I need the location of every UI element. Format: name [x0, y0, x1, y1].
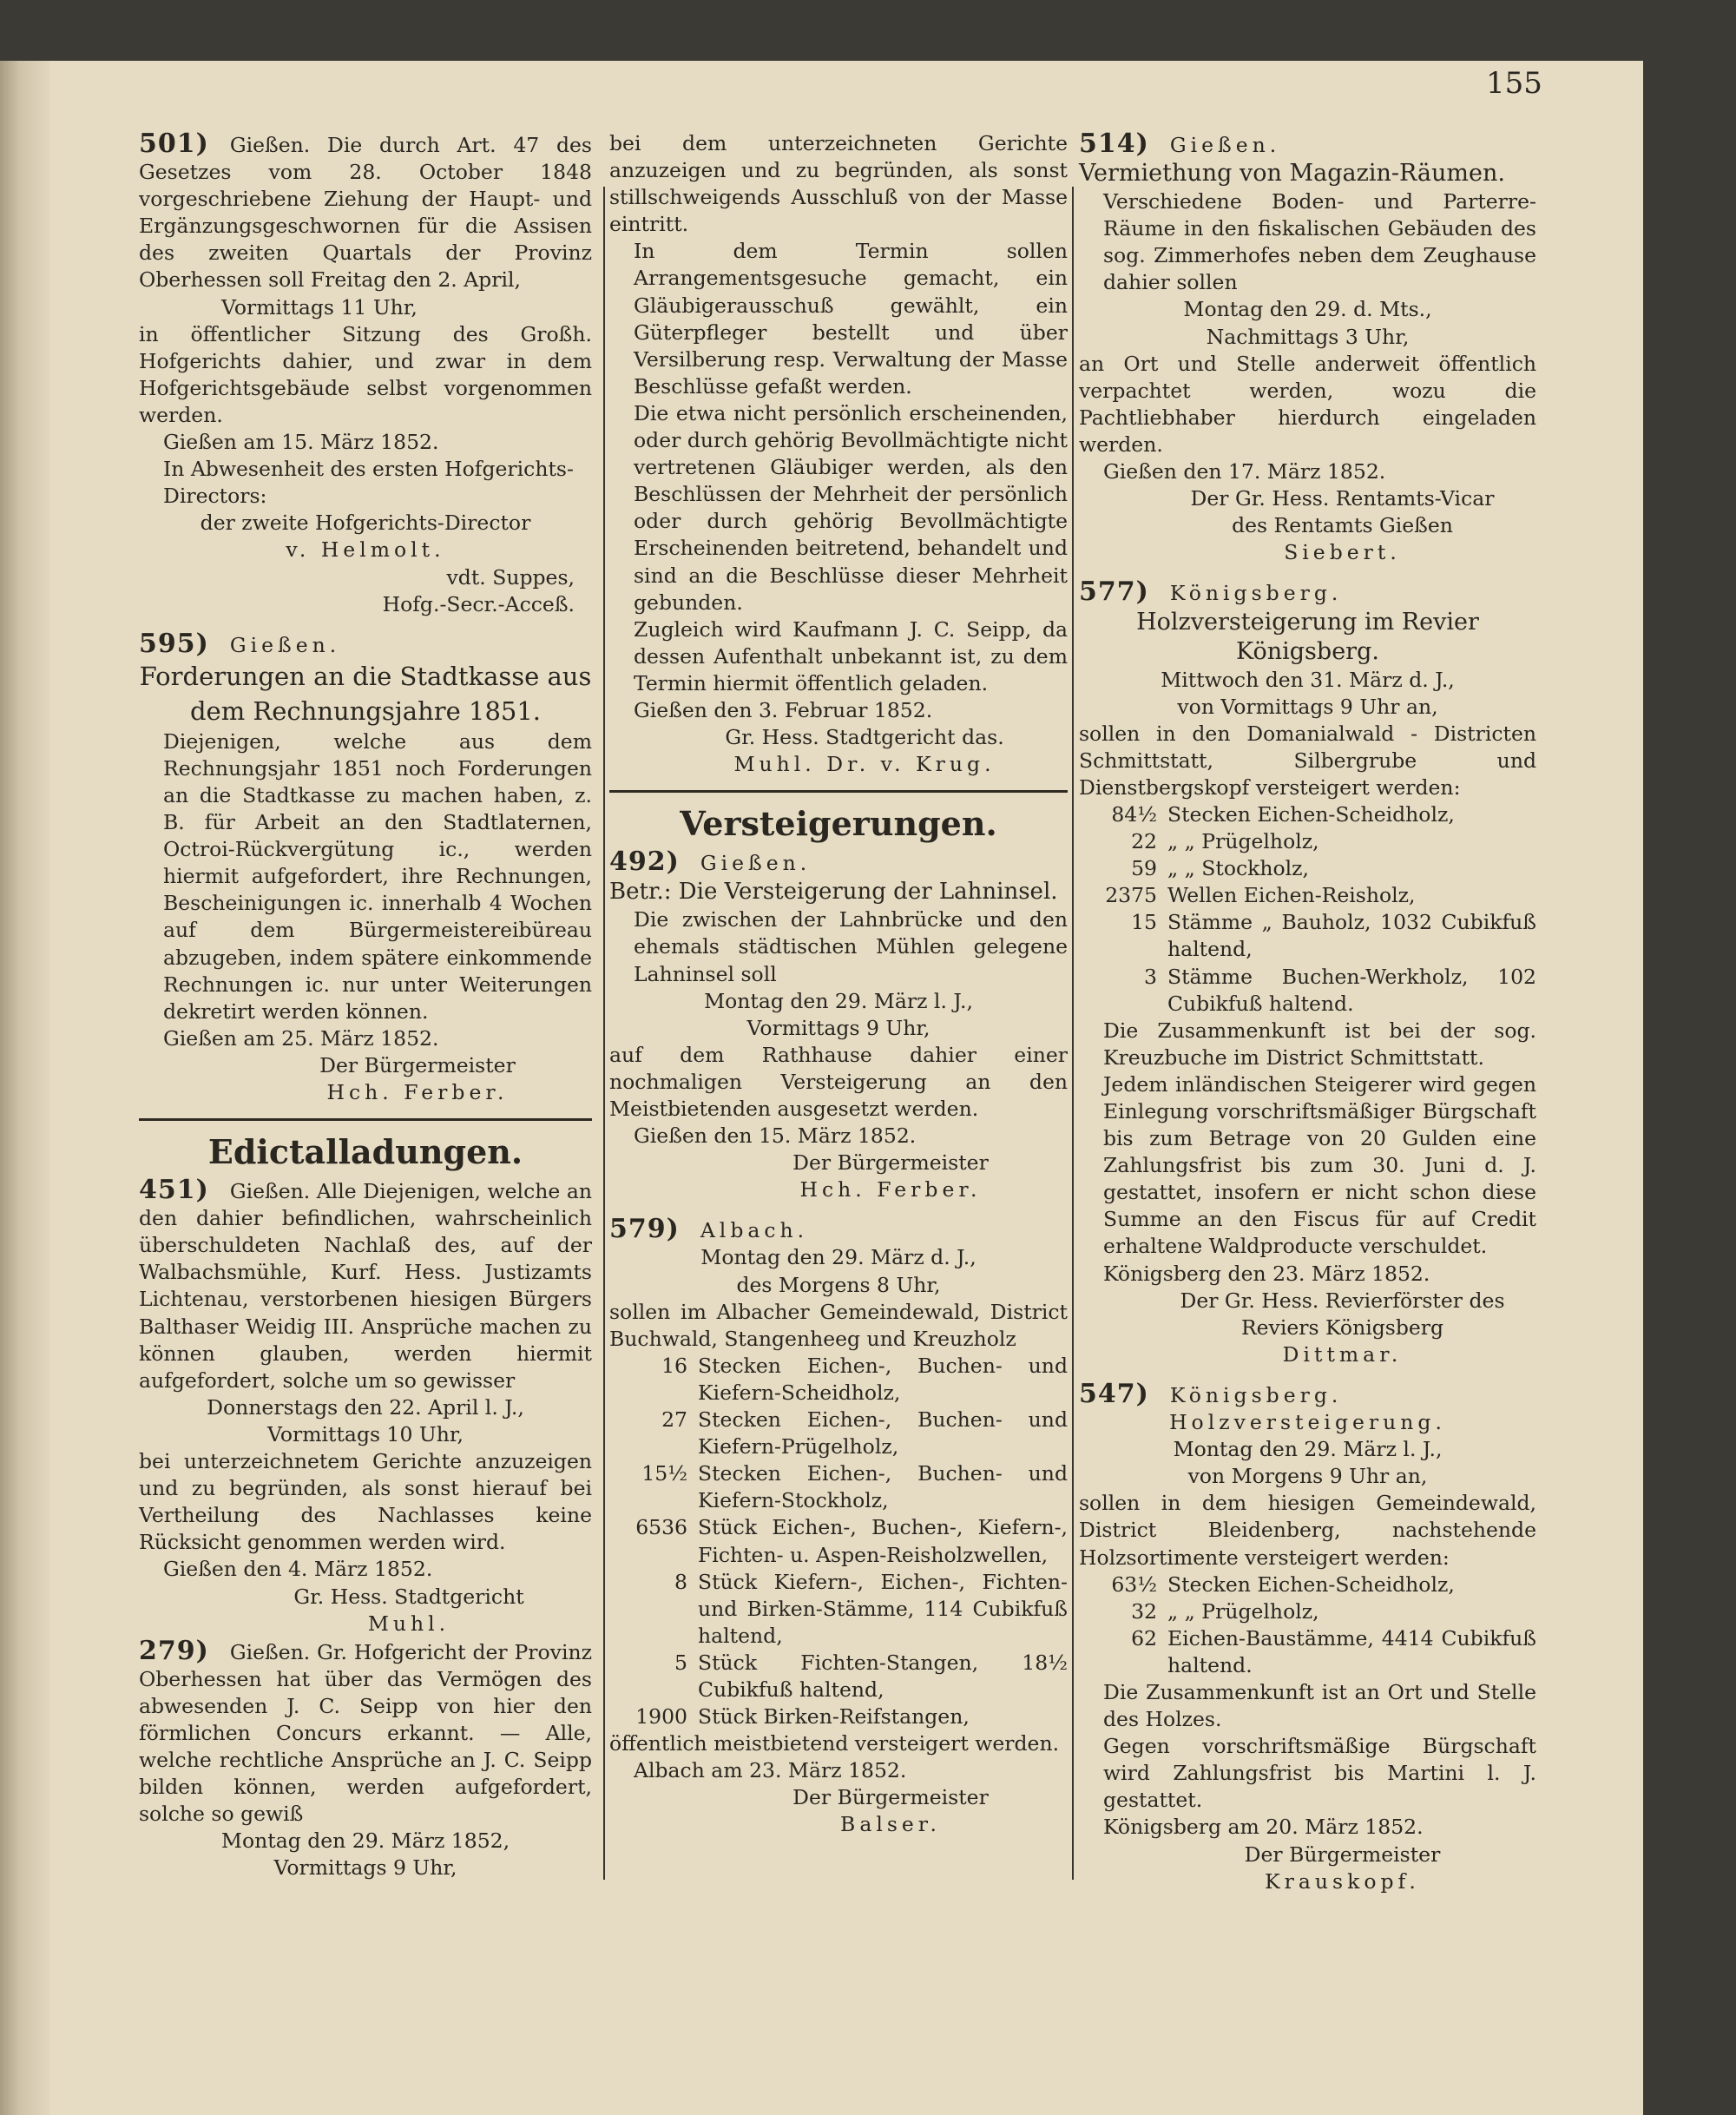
entry-547-title: Holzversteigerung. [1169, 1410, 1446, 1435]
entry-547-item: 62 Eichen-Baustämme, 4414 Cubikfuß haltend. [1131, 1625, 1536, 1677]
entry-501-sig-title: der zweite Hofgerichts-Director [200, 511, 531, 536]
entry-579-date: Albach am 23. März 1852. [634, 1758, 907, 1783]
entry-595-sig1: Der Bürgermeister [319, 1052, 516, 1077]
entry-279-continued: bei dem unterzeichneten Gerichte anzuzeigen und zu begründen, als sonst stillschweigends Ausschluß von der Masse eintritt. [609, 131, 1068, 237]
entry-579-sig1: Der Bürgermeister [792, 1785, 989, 1810]
entry-number: 547) [1079, 1378, 1149, 1409]
entry-579-body2: öffentlich meistbietend versteigert werden. [609, 1731, 1060, 1756]
entry-579-item: 27 Stecken Eichen-, Buchen- und Kiefern-Prügelholz, [661, 1407, 1068, 1459]
entry-595-sig2: Hch. Ferber. [326, 1080, 509, 1104]
entry-547-time: von Morgens 9 Uhr an, [1187, 1464, 1428, 1489]
entry-514-time: Nachmittags 3 Uhr, [1206, 324, 1410, 349]
entry-501-sig-name: v. Helmolt. [286, 537, 445, 563]
entry-279-sig2: Muhl. Dr. v. Krug. [733, 752, 996, 777]
entry-577-sig3: Dittmar. [1282, 1341, 1403, 1367]
entry-595-body: Diejenigen, welche aus dem Rechnungsjahr 1851 noch Forderungen an die Stadtkasse zu machen haben, z. B. für Arbeit an den Stadtlaternen, Octroi-Rückvergütung ic., werden hiermit aufgefordert, ihre Rechnungen, Bescheinigungen ic. innerhalb 4 Wochen auf dem Bürgermeistereibüreau abzugeben, indem spätere einkommende Rechnungen ic. nur unter Weiterungen dekretirt werden können. [163, 728, 592, 1024]
entry-577-head: 577) Königsberg. [1079, 577, 1343, 608]
entry-451-sig2: Muhl. [367, 1611, 450, 1636]
entry-451-body2: bei unterzeichnetem Gerichte anzuzeigen und zu begründen, als sonst hierauf bei Vertheilung des Nachlasses keine Rücksicht genommen werden wird. [139, 1449, 592, 1555]
entry-579-body: sollen im Albacher Gemeindewald, District Buchwald, Stangenheeg und Kreuzholz [609, 1299, 1068, 1351]
entry-501-vdt-title: Hofg.-Secr.-Acceß. [382, 591, 575, 616]
entry-514-when: Montag den 29. d. Mts., [1183, 297, 1432, 322]
entry-579-item: 16 Stecken Eichen-, Buchen- und Kiefern-Scheidholz, [661, 1353, 1068, 1405]
entry-279-when: Montag den 29. März 1852, [220, 1828, 510, 1854]
entry-547-p3: Gegen vorschriftsmäßige Bürgschaft wird Zahlungsfrist bis Martini l. J. gestattet. [1103, 1734, 1536, 1813]
entry-595-title: Forderungen an die Stadtkasse aus dem Rechnungsjahre 1851. [139, 661, 592, 726]
entry-492-sig1: Der Bürgermeister [792, 1150, 989, 1176]
entry-595-date: Gießen am 25. März 1852. [163, 1025, 439, 1051]
entry-577-when: Mittwoch den 31. März d. J., [1161, 667, 1455, 692]
entry-514-sig2: des Rentamts Gießen [1232, 513, 1453, 538]
entry-501-time: Vormittags 11 Uhr, [221, 294, 418, 320]
entry-451-body: 451) Gießen. Alle Diejenigen, welche an den dahier befindlichen, wahrscheinlich überschuldeten Nachlaß des, auf der Walbachsmühle, Kurf. Hess. Justizamts Lichtenau, verstorbenen hiesigen Bürgers Balthaser Weidig III. Ansprüche machen zu können glauben, werden hiermit aufgefordert, solche um so gewisser [139, 1175, 592, 1393]
entry-number: 501) [139, 128, 209, 159]
entry-514-sig1: Der Gr. Hess. Rentamts-Vicar [1190, 486, 1495, 511]
section-heading-edictal: Edictalladungen. [207, 1132, 523, 1172]
section-divider [609, 790, 1068, 793]
entry-number: 451) [139, 1175, 209, 1206]
entry-492-body2: auf dem Rathhause dahier einer nochmaligen Versteigerung an den Meistbietenden ausgesetzt werden. [609, 1042, 1068, 1121]
entry-577-sig1: Der Gr. Hess. Revierförster des [1180, 1288, 1505, 1313]
entry-514-title: Vermiethung von Magazin-Räumen. [1079, 160, 1505, 188]
entry-492-date: Gießen den 15. März 1852. [634, 1123, 917, 1149]
entry-547-body: sollen in dem hiesigen Gemeindewald, District Bleidenberg, nachstehende Holzsortimente versteigert werden: [1079, 1491, 1536, 1570]
entry-451-time: Vormittags 10 Uhr, [267, 1421, 464, 1446]
entry-501-date: Gießen am 15. März 1852. [163, 430, 439, 455]
entry-492-when: Montag den 29. März l. J., [704, 988, 973, 1013]
entry-547-when: Montag den 29. März l. J., [1173, 1437, 1443, 1462]
entry-577-body: sollen in den Domanialwald - Districten Schmittstatt, Silbergrube und Dienstbergskopf versteigert werden: [1079, 721, 1536, 800]
entry-501-sig-intro: In Abwesenheit des ersten Hofgerichts-Directors: [163, 457, 574, 509]
entry-577-time: von Vormittags 9 Uhr an, [1177, 694, 1438, 719]
entry-279-sig1: Gr. Hess. Stadtgericht das. [725, 725, 1004, 750]
entry-number: 579) [609, 1214, 680, 1245]
entry-279-time: Vormittags 9 Uhr, [273, 1855, 457, 1881]
entry-451-when: Donnerstags den 22. April l. J., [207, 1394, 524, 1420]
entry-279-p2: In dem Termin sollen Arrangementsgesuche gemacht, ein Gläubigerausschuß gewählt, ein Güterpfleger bestellt und über Versilberung resp. Verwaltung der Masse Beschlüsse gefaßt werden. [634, 239, 1068, 399]
entry-501-body: in öffentlicher Sitzung des Großh. Hofgerichts dahier, und zwar in dem Hofgerichtsgebäude selbst vorgenommen werden. [139, 321, 592, 427]
entry-547-sig1: Der Bürgermeister [1244, 1842, 1441, 1867]
entry-579-item: 8 Stück Kiefern-, Eichen-, Fichten- und Birken-Stämme, 114 Cubikfuß haltend, [674, 1569, 1068, 1648]
entry-577-item: 59 „ „ Stockholz, [1131, 856, 1310, 881]
entry-492-time: Vormittags 9 Uhr, [746, 1015, 930, 1040]
entry-577-p2: Die Zusammenkunft ist bei der sog. Kreuzbuche im District Schmittstatt. [1103, 1018, 1536, 1070]
entry-492-body: Die zwischen der Lahnbrücke und den ehemals städtischen Mühlen gelegene Lahninsel soll [634, 907, 1068, 986]
entry-514-body: Verschiedene Boden- und Parterre-Räume in den fiskalischen Gebäuden des sog. Zimmerhofes neben dem Zeughause dahier sollen [1103, 189, 1536, 295]
entry-579-item: 5 Stück Fichten-Stangen, 18½ Cubikfuß haltend, [674, 1650, 1068, 1702]
entry-279-p3: Die etwa nicht persönlich erscheinenden, oder durch gehörig Bevollmächtigte nicht vertretenen Gläubiger werden, als den Beschlüssen der Mehrheit der persönlich oder durch gehörig Bevollmächtigte Erscheinenden beitretend, behandelt und sind an die Beschlüsse dieser Mehrheit gebunden. [634, 400, 1068, 615]
entry-579-when: Montag den 29. März d. J., [700, 1245, 976, 1270]
entry-577-item: 22 „ „ Prügelholz, [1131, 829, 1319, 854]
entry-514-body2: an Ort und Stelle anderweit öffentlich verpachtet werden, wozu die Pachtliebhaber hierdurch eingeladen werden. [1079, 351, 1536, 457]
entry-579-item: 1900 Stück Birken-Reifstangen, [635, 1704, 970, 1730]
entry-579-item: 15½ Stecken Eichen-, Buchen- und Kiefern-Stockholz, [641, 1461, 1068, 1513]
entry-577-item: 84½ Stecken Eichen-Scheidholz, [1111, 801, 1455, 827]
entry-579-sig2: Balser. [840, 1812, 941, 1837]
entry-577-item: 3 Stämme Buchen-Werkholz, 102 Cubikfuß haltend. [1144, 964, 1536, 1016]
entry-547-sig2: Krauskopf. [1265, 1868, 1420, 1894]
entry-514-sig3: Siebert. [1284, 540, 1401, 565]
entry-514-head: 514) Gießen. [1079, 128, 1281, 159]
entry-577-date: Königsberg den 23. März 1852. [1103, 1261, 1430, 1286]
entry-492-sig2: Hch. Ferber. [799, 1177, 982, 1202]
entry-577-item: 15 Stämme „ Bauholz, 1032 Cubikfuß haltend, [1131, 910, 1536, 962]
entry-number: 279) [139, 1635, 209, 1666]
entry-577-item: 2375 Wellen Eichen-Reisholz, [1105, 883, 1416, 908]
entry-501-vdt: vdt. Suppes, [446, 564, 575, 590]
column-rule-right [1072, 187, 1074, 1880]
entry-577-sig2: Reviers Königsberg [1240, 1314, 1444, 1340]
entry-number: 492) [609, 847, 680, 878]
entry-579-time: des Morgens 8 Uhr, [736, 1272, 941, 1297]
column-2 [609, 130, 1068, 1839]
section-divider [139, 1118, 592, 1121]
entry-547-item: 63½ Stecken Eichen-Scheidholz, [1111, 1571, 1455, 1597]
entry-577-p3: Jedem inländischen Steigerer wird gegen Einlegung vorschriftsmäßiger Bürgschaft bis zum Betrage von 20 Gulden eine Zahlungsfrist bis zum 30. Juni d. J. gestattet, insofern er nicht schon diese Summe an den Fiscus für auf Credit erhaltene Waldproducte verschuldet. [1103, 1071, 1536, 1259]
column-3 [1079, 130, 1536, 1895]
entry-number: 577) [1079, 577, 1149, 608]
entry-279-body: 279) Gießen. Gr. Hofgericht der Provinz Oberhessen hat über das Vermögen des abwesenden J. C. Seipp von hier den förmlichen Concurs erkannt. — Alle, welche rechtliche Ansprüche an J. C. Seipp bilden können, werden aufgefordert, solche so gewiß [139, 1635, 592, 1827]
entry-451-date: Gießen den 4. März 1852. [163, 1557, 433, 1582]
entry-492-head: 492) Gießen. [609, 847, 812, 878]
entry-501-text: 501) Gießen. Die durch Art. 47 des Gesetzes vom 28. October 1848 vorgeschriebene Ziehung der Haupt- und Ergänzungsgeschwornen für die Assisen des zweiten Quartals der Provinz Oberhessen soll Freitag den 2. April, [139, 128, 592, 293]
column-1 [139, 130, 592, 1882]
entry-547-head: 547) Königsberg. [1079, 1378, 1343, 1409]
entry-547-date: Königsberg am 20. März 1852. [1103, 1815, 1424, 1840]
entry-514-date: Gießen den 17. März 1852. [1103, 459, 1386, 484]
section-heading-versteigerungen: Versteigerungen. [680, 804, 997, 844]
page-number: 155 [1486, 66, 1542, 101]
entry-279-p4: Zugleich wird Kaufmann J. C. Seipp, da dessen Aufenthalt unbekannt ist, zu dem Termin hiermit öffentlich geladen. [634, 616, 1068, 695]
entry-number: 595) [139, 628, 209, 659]
binding-gutter [0, 61, 50, 2115]
entry-579-head: 579) Albach. [609, 1214, 809, 1245]
entry-547-item: 32 „ „ Prügelholz, [1131, 1598, 1319, 1624]
entry-451-sig1: Gr. Hess. Stadtgericht [293, 1584, 524, 1609]
column-rule-left [603, 187, 605, 1880]
entry-595-head: 595) Gießen. [139, 628, 341, 659]
entry-number: 514) [1079, 128, 1149, 159]
entry-279-date: Gießen den 3. Februar 1852. [634, 697, 933, 722]
entry-579-item: 6536 Stück Eichen-, Buchen-, Kiefern-, Fichten- u. Aspen-Reisholzwellen, [635, 1515, 1068, 1567]
entry-492-betr: Betr.: Die Versteigerung der Lahninsel. [609, 879, 1058, 906]
entry-577-title: Holzversteigerung im Revier Königsberg. [1136, 608, 1479, 665]
entry-547-p2: Die Zusammenkunft ist an Ort und Stelle des Holzes. [1103, 1679, 1536, 1732]
